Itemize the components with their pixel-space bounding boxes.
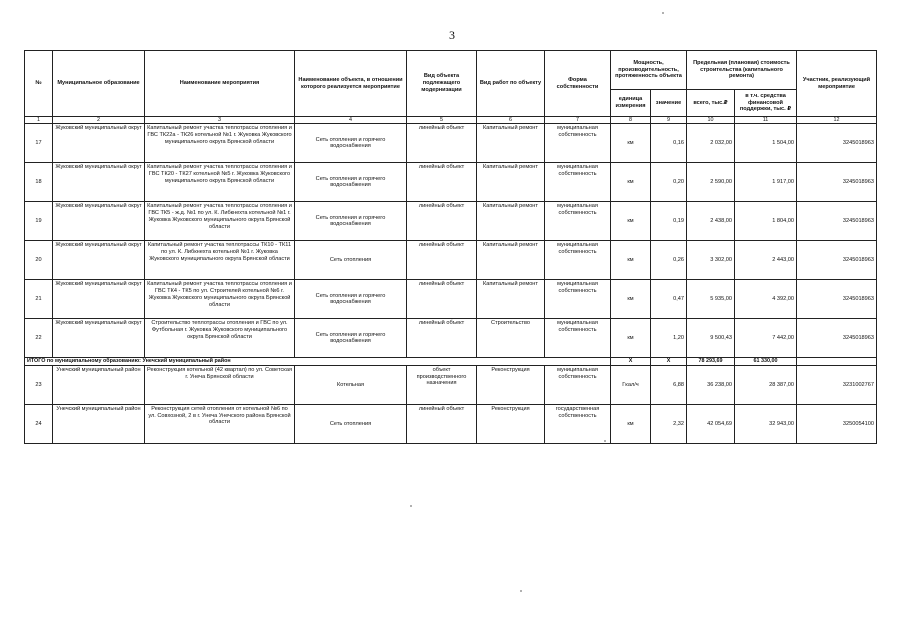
cell-value: 0,26	[651, 241, 687, 280]
cell-participant: 3245018963	[797, 241, 877, 280]
column-number: 12	[797, 117, 877, 124]
total-cost-support: 61 330,00	[735, 358, 797, 365]
cell-work-type: Капитальный ремонт	[477, 124, 545, 163]
table-header	[25, 51, 877, 117]
cell-municipality: Жуковский муниципальный округ	[53, 241, 145, 280]
cell-ownership: муниципальная собственность	[545, 202, 611, 241]
cell-participant: 3245018963	[797, 280, 877, 319]
total-value: X	[651, 358, 687, 365]
header-object-name: Наименование объекта, в отношении которого реализуется мероприятие	[295, 51, 407, 117]
cell-cost-total: 2 590,00	[687, 163, 735, 202]
scan-speck	[604, 440, 606, 442]
cell-ownership: муниципальная собственность	[545, 163, 611, 202]
cell-num: 24	[25, 404, 53, 443]
cell-cost-total: 9 500,43	[687, 319, 735, 358]
cell-object-type: объект производственного назначения	[407, 365, 477, 404]
cell-event: Капитальный ремонт участка теплотрассы ТК10 - ТК11 по ул. К. Либкнехта котельной №1 г. Жуковка Жуковского муниципального округа Брянской области	[145, 241, 295, 280]
cell-value: 1,20	[651, 319, 687, 358]
cell-object: Сеть отопления	[295, 404, 407, 443]
cell-ownership: муниципальная собственность	[545, 280, 611, 319]
total-label: ИТОГО по муниципальному образованию: Унечский муниципальный район	[25, 358, 611, 365]
cell-event: Реконструкция сетей отопления от котельной №6 по ул. Совхозной, 2 в г. Унеча Унечского района Брянской области	[145, 404, 295, 443]
cell-municipality: Жуковский муниципальный округ	[53, 280, 145, 319]
cell-cost-support: 2 443,00	[735, 241, 797, 280]
header-unit: единица измерения	[611, 90, 651, 117]
column-number: 11	[735, 117, 797, 124]
cell-unit: км	[611, 202, 651, 241]
cell-cost-total: 5 935,00	[687, 280, 735, 319]
cell-participant: 3250054100	[797, 404, 877, 443]
cell-value: 2,32	[651, 404, 687, 443]
cell-cost-total: 36 238,00	[687, 365, 735, 404]
header-municipality: Муниципальное образование	[53, 51, 145, 117]
cell-value: 0,16	[651, 124, 687, 163]
cell-object-type: линейный объект	[407, 404, 477, 443]
column-number: 9	[651, 117, 687, 124]
cell-event: Реконструкция котельной (42 квартал) по ул. Советская г. Унеча Брянской области	[145, 365, 295, 404]
scan-speck	[410, 505, 412, 507]
cell-cost-support: 32 943,00	[735, 404, 797, 443]
column-number: 1	[25, 117, 53, 124]
header-cost-support: в т.ч. средства финансовой поддержки, тыс. ₽	[735, 90, 797, 117]
cell-cost-support: 28 387,00	[735, 365, 797, 404]
column-number: 6	[477, 117, 545, 124]
cell-num: 20	[25, 241, 53, 280]
table-row	[25, 241, 877, 280]
cell-object: Котельная	[295, 365, 407, 404]
total-participant	[797, 358, 877, 365]
cell-municipality: Унечский муниципальный район	[53, 404, 145, 443]
cell-object-type: линейный объект	[407, 280, 477, 319]
column-number: 4	[295, 117, 407, 124]
table-row	[25, 280, 877, 319]
cell-ownership: муниципальная собственность	[545, 241, 611, 280]
page-number: 3	[449, 28, 455, 42]
header-capacity-group: Мощность, производительность, протяженность объекта	[611, 51, 687, 90]
cell-cost-support: 1 504,00	[735, 124, 797, 163]
cell-object: Сеть отопления и горячего водоснабжения	[295, 124, 407, 163]
cell-cost-total: 2 032,00	[687, 124, 735, 163]
total-unit: X	[611, 358, 651, 365]
header-event-name: Наименование мероприятия	[145, 51, 295, 117]
cell-ownership: государственная собственность	[545, 404, 611, 443]
cell-event: Капитальный ремонт участка теплотрассы отопления и ГВС ТК22а - ТК26 котельной №1 г. Жуковка Жуковского муниципального округа Брянской области	[145, 124, 295, 163]
total-row	[25, 358, 877, 365]
table-body	[25, 117, 877, 444]
header-work-type: Вид работ по объекту	[477, 51, 545, 117]
scan-speck	[520, 590, 522, 592]
cell-municipality: Жуковский муниципальный округ	[53, 319, 145, 358]
cell-participant: 3245018963	[797, 202, 877, 241]
cell-cost-support: 1 804,00	[735, 202, 797, 241]
cell-ownership: муниципальная собственность	[545, 124, 611, 163]
table-row	[25, 163, 877, 202]
total-cost-total: 78 293,69	[687, 358, 735, 365]
cell-ownership: муниципальная собственность	[545, 365, 611, 404]
cell-cost-support: 4 392,00	[735, 280, 797, 319]
cell-unit: км	[611, 404, 651, 443]
header-object-type: Вид объекта подлежащего модернизации	[407, 51, 477, 117]
cell-unit: км	[611, 280, 651, 319]
cell-value: 0,47	[651, 280, 687, 319]
cell-num: 18	[25, 163, 53, 202]
cell-object-type: линейный объект	[407, 124, 477, 163]
cell-ownership: муниципальная собственность	[545, 319, 611, 358]
cell-object: Сеть отопления	[295, 241, 407, 280]
cell-object-type: линейный объект	[407, 163, 477, 202]
cell-work-type: Реконструкция	[477, 365, 545, 404]
cell-value: 0,20	[651, 163, 687, 202]
cell-participant: 3245018963	[797, 319, 877, 358]
column-number-row	[25, 117, 877, 124]
cell-work-type: Капитальный ремонт	[477, 163, 545, 202]
cell-municipality: Жуковский муниципальный округ	[53, 124, 145, 163]
cell-num: 22	[25, 319, 53, 358]
cell-num: 23	[25, 365, 53, 404]
column-number: 10	[687, 117, 735, 124]
cell-object-type: линейный объект	[407, 202, 477, 241]
table-row	[25, 124, 877, 163]
header-cost-group: Предельная (плановая) стоимость строительства (капитального ремонта)	[687, 51, 797, 90]
cell-cost-total: 2 438,00	[687, 202, 735, 241]
table-row	[25, 319, 877, 358]
cell-object-type: линейный объект	[407, 319, 477, 358]
column-number: 8	[611, 117, 651, 124]
cell-work-type: Реконструкция	[477, 404, 545, 443]
cell-municipality: Унечский муниципальный район	[53, 365, 145, 404]
cell-participant: 3245018963	[797, 124, 877, 163]
column-number: 5	[407, 117, 477, 124]
cell-cost-total: 42 054,69	[687, 404, 735, 443]
cell-object: Сеть отопления и горячего водоснабжения	[295, 163, 407, 202]
cell-event: Капитальный ремонт участка теплотрассы отопления и ГВС ТК20 - ТК27 котельной №5 г. Жуковка Жуковского муниципального округа Брянской области	[145, 163, 295, 202]
header-num: №	[25, 51, 53, 117]
cell-object: Сеть отопления и горячего водоснабжения	[295, 280, 407, 319]
scan-speck	[662, 12, 664, 14]
cell-num: 19	[25, 202, 53, 241]
cell-unit: км	[611, 124, 651, 163]
cell-municipality: Жуковский муниципальный округ	[53, 163, 145, 202]
cell-work-type: Капитальный ремонт	[477, 241, 545, 280]
cell-value: 6,88	[651, 365, 687, 404]
cell-unit: км	[611, 241, 651, 280]
column-number: 7	[545, 117, 611, 124]
table-row	[25, 202, 877, 241]
capital-repair-table	[24, 50, 877, 444]
cell-unit: км	[611, 163, 651, 202]
cell-work-type: Строительство	[477, 319, 545, 358]
table-row	[25, 404, 877, 443]
cell-unit: км	[611, 319, 651, 358]
header-ownership: Форма собственности	[545, 51, 611, 117]
cell-participant: 3231002767	[797, 365, 877, 404]
cell-object: Сеть отопления и горячего водоснабжения	[295, 202, 407, 241]
header-value: значение	[651, 90, 687, 117]
cell-cost-support: 7 442,00	[735, 319, 797, 358]
cell-event: Капитальный ремонт участка теплотрассы отопления и ГВС ТК5 - ж.д. №1 по ул. К. Либкнехта котельной №1 г. Жуковка Жуковского муниципального округа Брянской области	[145, 202, 295, 241]
cell-unit: Гкал/ч	[611, 365, 651, 404]
header-cost-total: всего, тыс.₽	[687, 90, 735, 117]
cell-municipality: Жуковский муниципальный округ	[53, 202, 145, 241]
cell-participant: 3245018963	[797, 163, 877, 202]
cell-num: 21	[25, 280, 53, 319]
cell-work-type: Капитальный ремонт	[477, 280, 545, 319]
cell-cost-support: 1 917,00	[735, 163, 797, 202]
cell-event: Строительство теплотрассы отопления и ГВС по ул. Футбольная г. Жуковка Жуковского муниципального округа Брянской области	[145, 319, 295, 358]
cell-value: 0,19	[651, 202, 687, 241]
column-number: 3	[145, 117, 295, 124]
column-number: 2	[53, 117, 145, 124]
cell-event: Капитальный ремонт участка теплотрассы отопления и ГВС ТК4 - ТК5 по ул. Строителей котельной №6 г. Жуковка Жуковского муниципального округа Брянской области	[145, 280, 295, 319]
table-row	[25, 365, 877, 404]
cell-num: 17	[25, 124, 53, 163]
cell-cost-total: 3 302,00	[687, 241, 735, 280]
cell-work-type: Капитальный ремонт	[477, 202, 545, 241]
cell-object: Сеть отопления и горячего водоснабжения	[295, 319, 407, 358]
header-participants: Участник, реализующий мероприятие	[797, 51, 877, 117]
cell-object-type: линейный объект	[407, 241, 477, 280]
